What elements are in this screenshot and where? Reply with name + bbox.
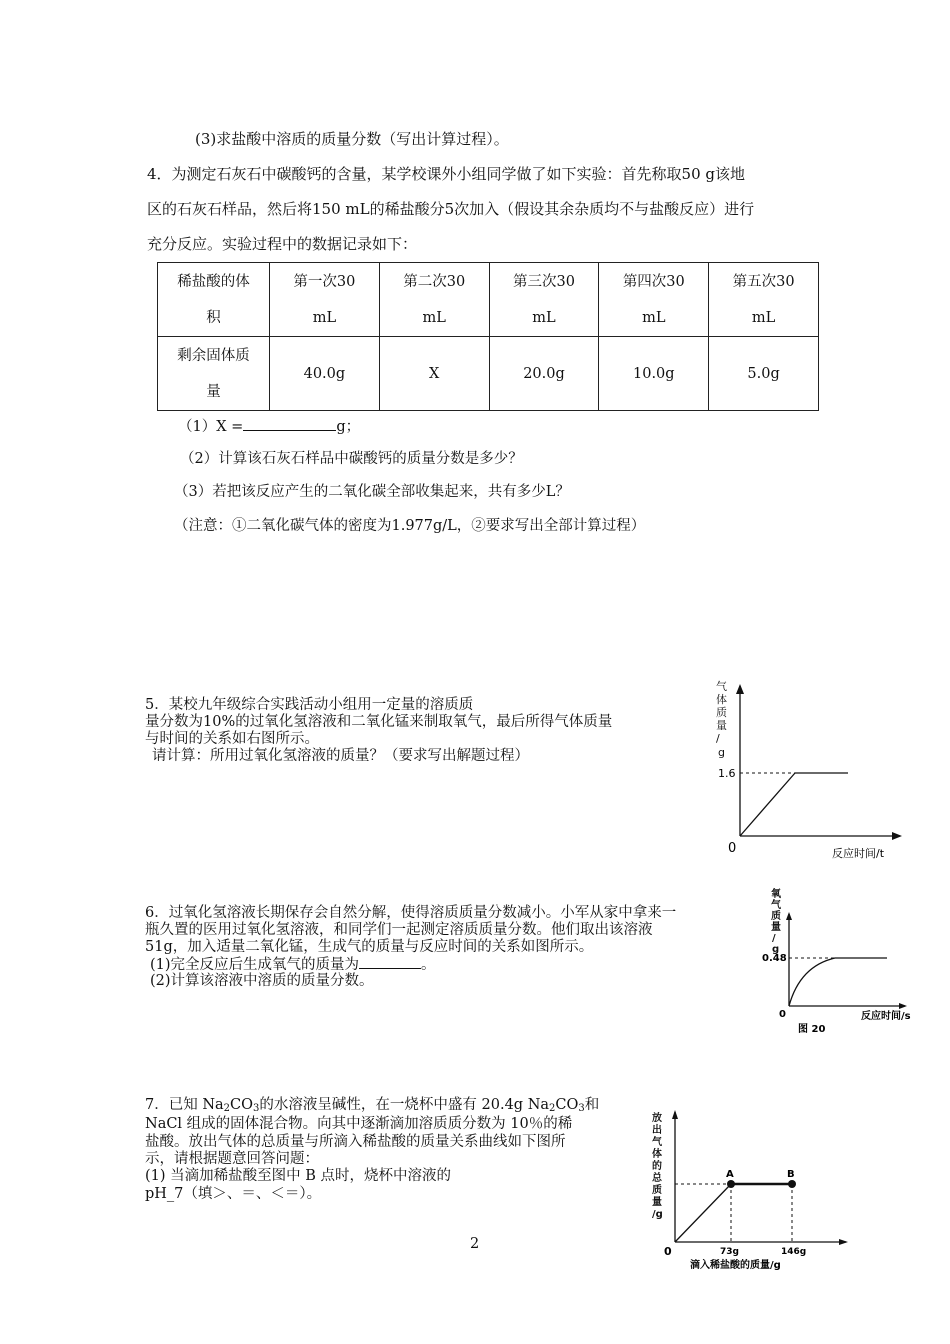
- point-a-marker: [727, 1180, 735, 1188]
- y-axis-label-char: 量: [771, 922, 781, 933]
- curve-rise: [675, 1184, 731, 1242]
- y-axis-label-char: 量: [716, 719, 727, 732]
- q6-oxygen-mass-chart: [755, 884, 915, 1036]
- table-cell: 40.0g: [270, 337, 380, 411]
- q5-line2: 量分数为10%的过氧化氢溶液和二氧化锰来制取氧气，最后所得气体质量: [145, 714, 613, 730]
- table-cell: 第五次30 mL: [709, 263, 819, 337]
- q6-part2: (2)计算该溶液中溶质的质量分数。: [150, 973, 374, 989]
- x-axis-label: 反应时间/t: [832, 847, 885, 860]
- origin-label: 0: [779, 1009, 786, 1020]
- q5-line1: 5．某校九年级综合实践活动小组用一定量的溶质质: [145, 697, 474, 713]
- table-cell: 5.0g: [709, 337, 819, 411]
- q4-line2: 区的石灰石样品，然后将150 mL的稀盐酸分5次加入（假设其余杂质均不与盐酸反应）进行: [147, 200, 755, 218]
- origin-label: 0: [728, 841, 737, 856]
- x-axis-arrow: [899, 1003, 907, 1009]
- point-a-label: A: [726, 1169, 734, 1180]
- q7-line5: (1) 当滴加稀盐酸至图中 B 点时，烧杯中溶液的: [145, 1168, 452, 1184]
- q7-line6: pH_7（填＞、＝、＜＝）。: [145, 1186, 322, 1202]
- x-axis-label: 滴入稀盐酸的质量/g: [690, 1260, 781, 1271]
- figure-caption: 图 20: [798, 1024, 826, 1035]
- x-axis-label: 反应时间/s: [861, 1011, 911, 1022]
- q6-part1: (1)完全反应后生成氧气的质量为 。: [150, 957, 436, 973]
- origin-label: 0: [664, 1245, 672, 1258]
- q4-part3: （3）若把该反应产生的二氧化碳全部收集起来，共有多少L？: [174, 484, 570, 500]
- answer-blank[interactable]: [243, 416, 336, 431]
- q7-line1: 7．已知 $Na_2CO_3$的水溶液呈碱性，在一烧杯中盛有 20.4g $Na_2CO_3$和: [145, 1097, 600, 1114]
- y-axis-label-char: 量: [652, 1197, 662, 1208]
- y-axis-label-char: 质: [652, 1185, 662, 1196]
- y-tick-label: 0.48: [762, 953, 787, 964]
- q4-note: （注意：①二氧化碳气体的密度为1.977g/L，②要求写出全部计算过程）: [174, 518, 646, 534]
- table-cell: 第一次30 mL: [270, 263, 380, 337]
- q6-line1: 6．过氧化氢溶液长期保存会自然分解，使得溶质质量分数减小。小军从家中拿来一: [145, 905, 677, 921]
- table-header-cell: 剩余固体质 量: [158, 337, 270, 411]
- x-tick-label: 73g: [720, 1247, 739, 1257]
- y-axis-arrow: [786, 912, 792, 920]
- curve: [789, 958, 887, 1006]
- table-cell: X: [379, 337, 489, 411]
- table-row: [158, 263, 819, 337]
- x-axis-arrow: [892, 832, 902, 840]
- y-axis-label-char: /: [772, 933, 776, 944]
- q7-gas-vs-acid-chart: [640, 1104, 858, 1276]
- table-row: [158, 337, 819, 411]
- y-axis-label-char: 的: [652, 1161, 662, 1172]
- table-cell: 10.0g: [599, 337, 709, 411]
- page-number: 2: [470, 1236, 480, 1252]
- y-axis-label-char: 体: [716, 693, 727, 706]
- q7-line4: 示，请根据题意回答问题：: [145, 1151, 319, 1167]
- table-cell: 第二次30 mL: [379, 263, 489, 337]
- y-axis-label-char: 出: [652, 1125, 662, 1136]
- y-axis-label-char: 体: [652, 1149, 662, 1160]
- q5-gas-mass-chart: [700, 678, 910, 862]
- y-axis-label-char: g: [772, 944, 780, 955]
- y-axis-label-char: 质: [771, 911, 781, 922]
- q3-part3: (3)求盐酸中溶质的质量分数（写出计算过程）。: [195, 130, 509, 148]
- y-axis-label-char: 氧: [771, 889, 781, 900]
- q7-line3: 盐酸。放出气体的总质量与所滴入稀盐酸的质量关系曲线如下图所: [145, 1134, 566, 1150]
- q6-line2: 瓶久置的医用过氧化氢溶液，和同学们一起测定溶质质量分数。他们取出该溶液: [145, 922, 653, 938]
- table-cell: 第三次30 mL: [489, 263, 599, 337]
- q4-line3: 充分反应。实验过程中的数据记录如下：: [147, 235, 418, 253]
- q5-line4: 请计算：所用过氧化氢溶液的质量？（要求写出解题过程）: [152, 748, 529, 764]
- y-axis-label-char: 放: [652, 1113, 662, 1124]
- q7-line2: NaCl 组成的固体混合物。向其中逐渐滴加溶质质分数为 10％的稀: [145, 1116, 573, 1132]
- point-b-marker: [788, 1180, 796, 1188]
- q6-line3: 51g，加入适量二氧化锰，生成气的质量与反应时间的关系如图所示。: [145, 939, 594, 955]
- y-axis-label-char: 气: [652, 1137, 662, 1148]
- table-cell: 第四次30 mL: [599, 263, 709, 337]
- curve-rise: [740, 773, 795, 836]
- y-axis-arrow: [736, 684, 744, 694]
- y-tick-label: 1.6: [718, 767, 736, 780]
- y-axis-label-char: 质: [716, 706, 727, 719]
- q4-part2: （2）计算该石灰石样品中碳酸钙的质量分数是多少？: [180, 451, 523, 467]
- y-axis-arrow: [672, 1110, 678, 1119]
- y-axis-label-char: 气: [771, 900, 781, 911]
- q4-part1: （1）X = g；: [178, 416, 360, 437]
- y-axis-label-char: /: [716, 732, 720, 745]
- q4-data-table: [157, 262, 819, 411]
- y-axis-label-char: /g: [652, 1209, 663, 1220]
- y-axis-label-char: g: [718, 746, 725, 759]
- answer-blank[interactable]: [359, 956, 421, 969]
- q5-line3: 与时间的关系如右图所示。: [145, 731, 319, 747]
- x-axis-arrow: [839, 1239, 848, 1245]
- point-b-label: B: [787, 1169, 795, 1180]
- q4-line1: 4．为测定石灰石中碳酸钙的含量，某学校课外小组同学做了如下实验：首先称取50 g该地: [147, 165, 746, 183]
- table-header-cell: 稀盐酸的体 积: [158, 263, 270, 337]
- y-axis-label-char: 总: [652, 1173, 662, 1184]
- table-cell: 20.0g: [489, 337, 599, 411]
- y-axis-label-char: 气: [716, 680, 727, 693]
- x-tick-label: 146g: [781, 1247, 807, 1257]
